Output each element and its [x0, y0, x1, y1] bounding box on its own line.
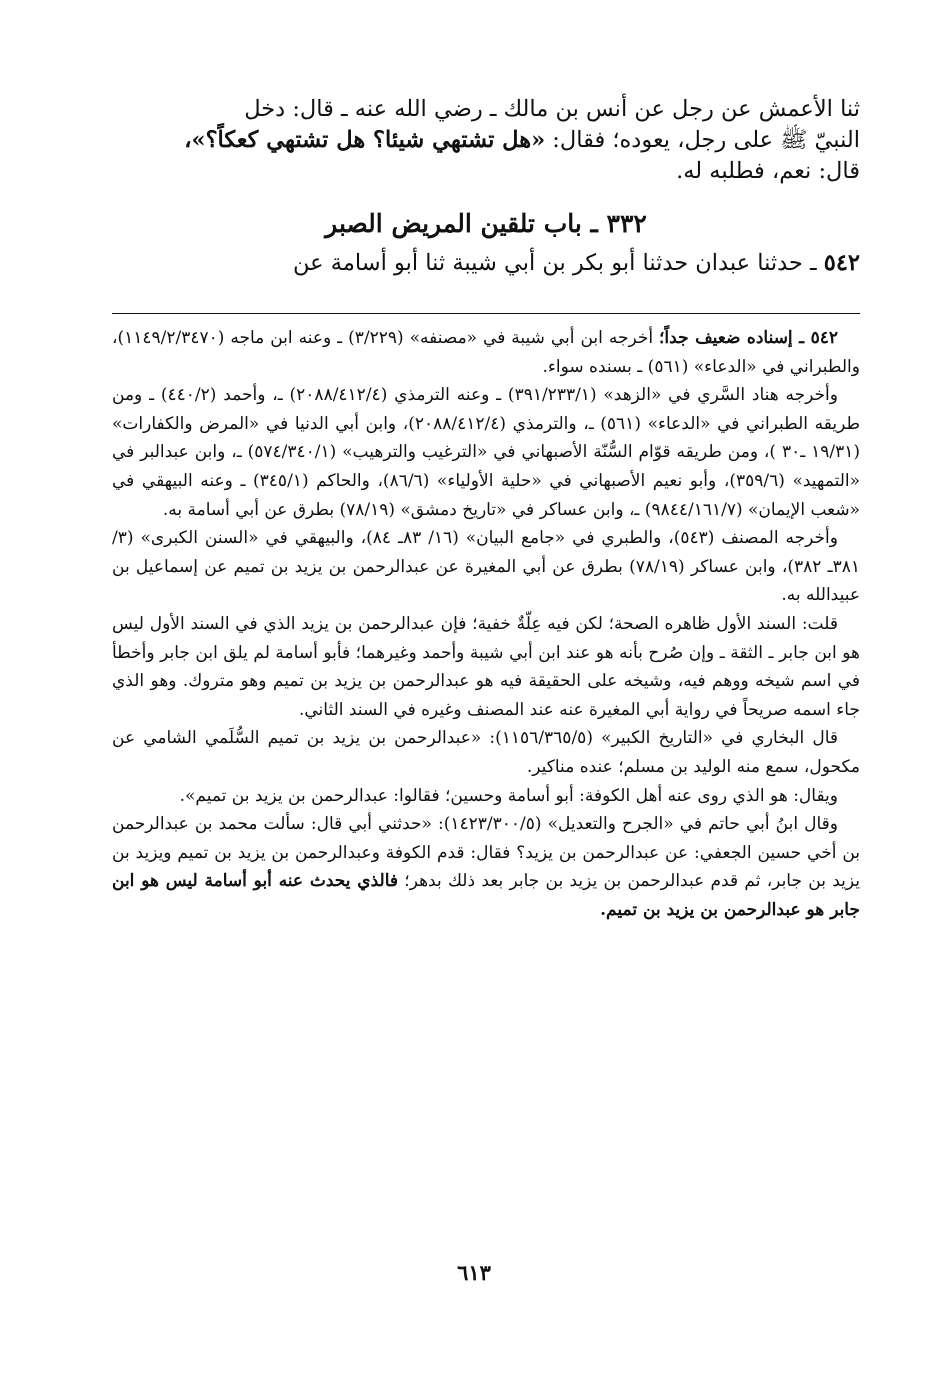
footnote-7-text: وقال ابنُ أبي حاتم في «الجرح والتعديل» (١٤٢٣/٣٠٠/٥): «حدثني أبي قال: سألت محمد بن عبدالرحمن بن أخي حسين الجعفي: عن عبدالرحمن بن يزيد؟ فقال: قدم الكوفة وعبدالرحمن بن يزيد بن تميم ويزيد بن يزيد بن جابر، ثم قدم عبدالرحمن بن يزيد بن جابر بعد ذلك بدهر؛	[112, 814, 860, 892]
top-text-line-1: ثنا الأعمش عن رجل عن أنس بن مالك ـ رضي الله عنه ـ قال: دخل	[244, 96, 860, 122]
top-text-line-3: قال: نعم، فطلبه له.	[676, 158, 860, 184]
top-text-line-2-bold: «هل تشتهي شيئا؟ هل تشتهي كعكاً؟»،	[184, 127, 546, 153]
footnote-paragraph-4: قلت: السند الأول ظاهره الصحة؛ لكن فيه عِلّةٌ خفية؛ فإن عبدالرحمن بن يزيد الذي في السند الأول ليس هو ابن جابر ـ الثقة ـ وإن صُرح بأنه هو عند ابن أبي شيبة وأحمد وغيرهما؛ فأبو أسامة لم يلق ابن جابر وأخطأ في اسم شيخه ووهم فيه، وشيخه على الحقيقة فيه هو عبدالرحمن بن يزيد بن تميم وهو متروك. وهو الذي جاء اسمه صريحاً في رواية أبي المغيرة عنه عند المصنف وغيره في السند الثاني.	[112, 613, 860, 720]
footnote-paragraph-2: وأخرجه هناد السَّري في «الزهد» (٣٩١/٢٣٣/١) ـ وعنه الترمذي (٢٠٨٨/٤١٢/٤) ـ، وأحمد (٤٤٠/٢) ـ ومن طريقه الطبراني في «الدعاء» (٥٦١) ـ، والترمذي (٢٠٨٨/٤١٢/٤)، وابن أبي الدنيا في «المرض والكفارات» (١٩/٣١ ـ٣٠ )، ومن طريقه قوّام السُّنّة الأصبهاني في «الترغيب والترهيب» (٥٧٤/٣٤٠/١) ـ، وابن عبدالبر في «التمهيد» (٣٥٩/٦)، وأبو نعيم الأصبهاني في «حلية الأولياء» (٨٦/٦)، والحاكم (٣٤٥/١) ـ وعنه البيهقي في «شعب الإيمان» (٩٨٤٤/١٦١/٧) ـ، وابن عساكر في «تاريخ دمشق» (٧٨/١٩) بطرق عن أبي أسامة به.	[112, 385, 861, 520]
top-text	[112, 94, 860, 187]
top-text-line-2	[112, 125, 860, 156]
footnote-1-text: أخرجه ابن أبي شيبة في «مصنفه» (٣/٢٢٩) ـ وعنه ابن ماجه (١١٤٩/٢/٣٤٧٠)، والطبراني في «الدعاء» (٥٦١) ـ بسنده سواء.	[112, 328, 860, 377]
footnote-paragraph-6: ويقال: هو الذي روى عنه أهل الكوفة: أبو أسامة وحسين؛ فقالوا: عبدالرحمن بن يزيد بن تميم».	[179, 785, 838, 806]
top-text-line-2-plain: النبيّ ﷺ على رجل، يعوده؛ فقال:	[545, 127, 860, 153]
hadith-line	[112, 247, 860, 279]
footnote-paragraph-5: قال البخاري في «التاريخ الكبير» (١١٥٦/٣٦٥/٥): «عبدالرحمن بن يزيد بن تميم السُّلَمي الشامي عن مكحول، سمع منه الوليد بن مسلم؛ عنده مناكير.	[112, 728, 860, 777]
book-page	[112, 94, 860, 1374]
hadith-text: ـ حدثنا عبدان حدثنا أبو بكر بن أبي شيبة ثنا أبو أسامة عن	[293, 250, 824, 276]
footnote-divider	[112, 313, 860, 314]
hadith-number: ٥٤٢	[823, 250, 860, 276]
footnote-7-bold: فالذي يحدث عنه أبو أسامة ليس هو ابن جابر هو عبدالرحمن بن يزيد بن تميم.	[112, 871, 860, 920]
chapter-title: ٣٣٢ ـ باب تلقين المريض الصبر	[325, 209, 647, 238]
footnote-paragraph-7	[112, 810, 860, 924]
footnote-1-bold: ٥٤٢ ـ إسناده ضعيف جداً؛	[659, 328, 838, 348]
footnotes	[112, 324, 860, 924]
footnote-paragraph-3: وأخرجه المصنف (٥٤٣)، والطبري في «جامع البيان» (١٦/ ٨٣ـ ٨٤)، والبيهقي في «السنن الكبرى» (٣/ ٣٨١ـ ٣٨٢)، وابن عساكر (٧٨/١٩) بطرق عن أبي المغيرة عن عبدالرحمن بن يزيد بن تميم عن إسماعيل بن عبيدالله به.	[112, 528, 861, 606]
page-number: ٦١٣	[457, 1260, 491, 1285]
footnote-paragraph-1	[112, 324, 860, 381]
